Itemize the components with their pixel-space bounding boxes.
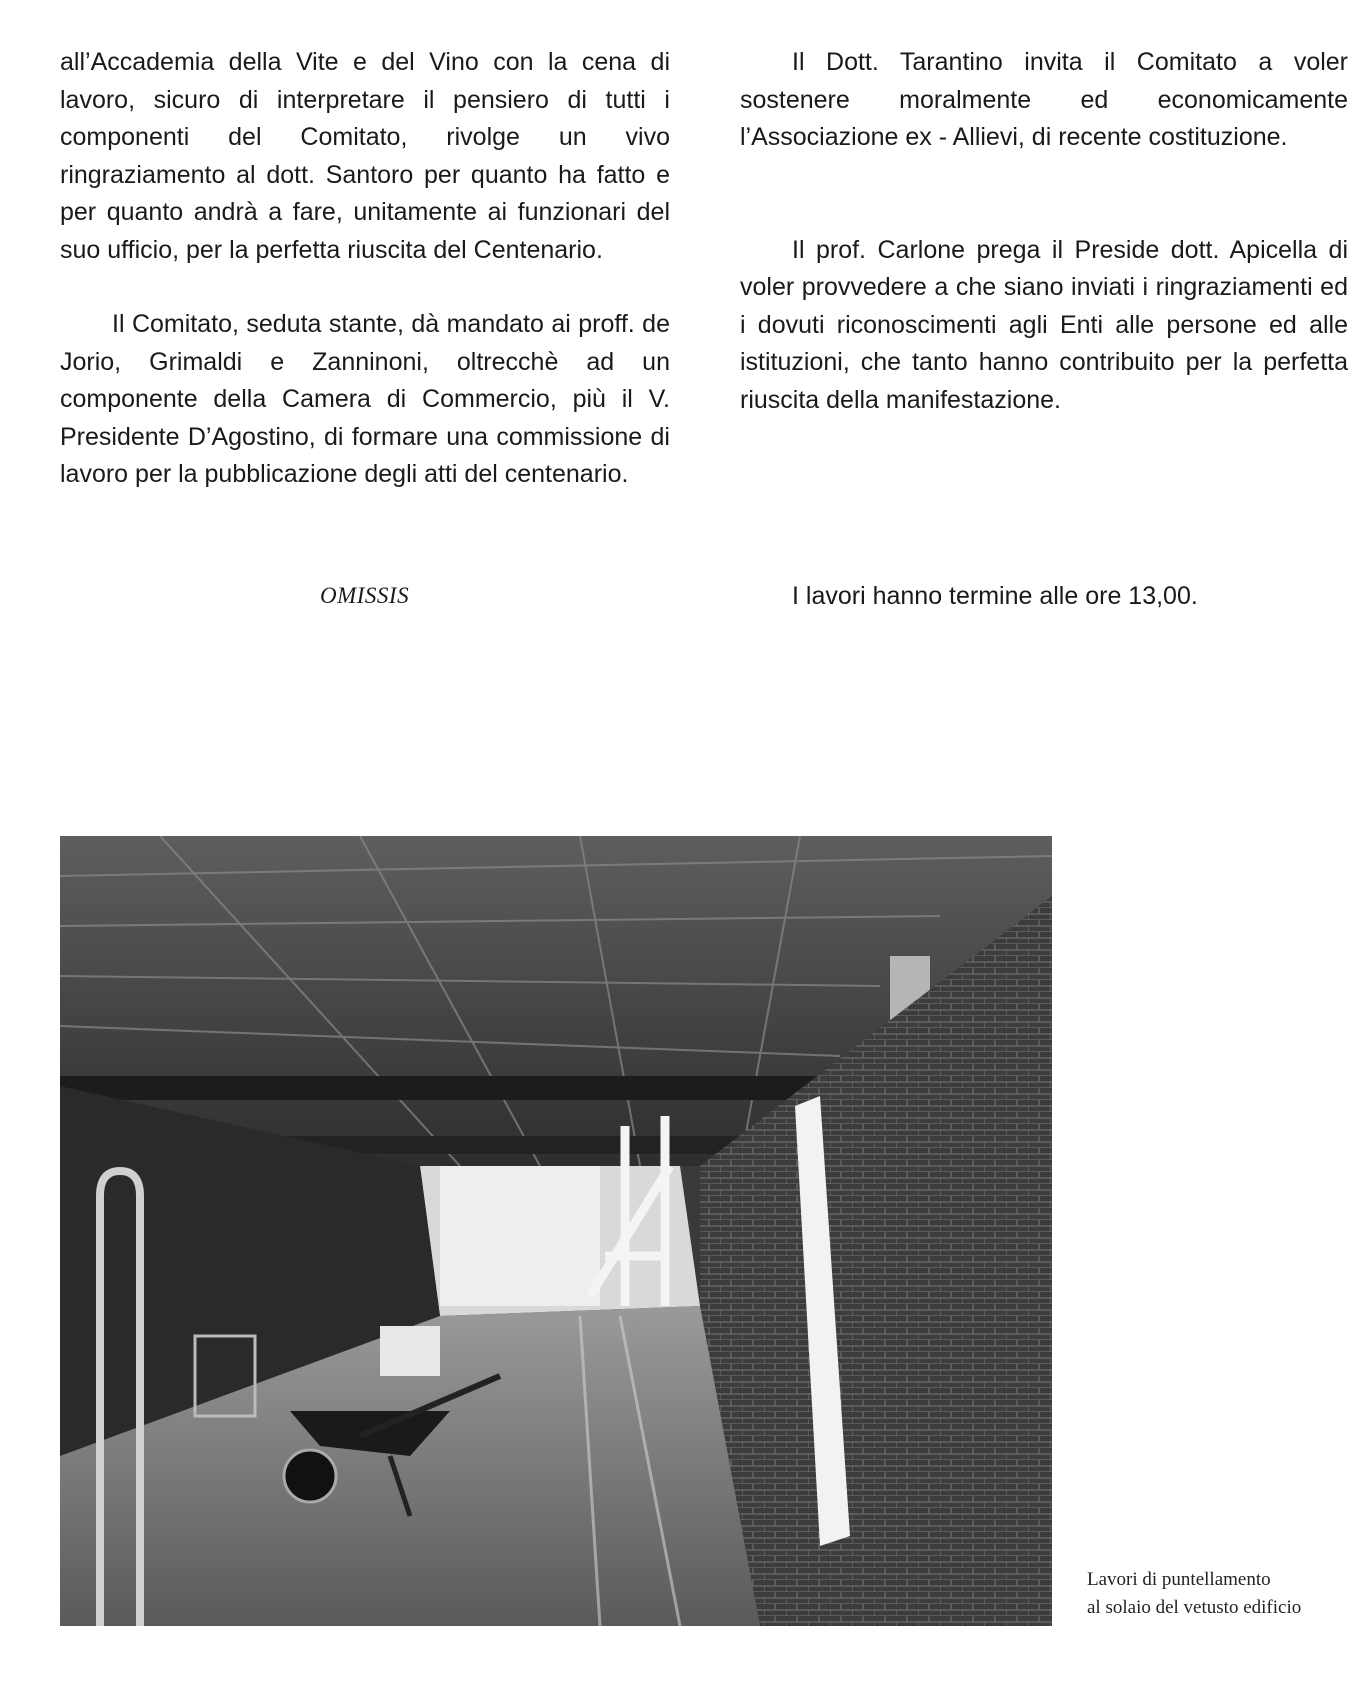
attic-photo [60,836,1052,1626]
closing-line: I lavori hanno termine alle ore 13,00. [792,582,1198,610]
paragraph-tarantino: Il Dott. Tarantino invita il Comitato a voler sostenere moralmente ed economicamente l’Associazione ex - Allievi, di recente costituzione. [740,48,1348,151]
photograph-attic-renovation-icon [60,836,1052,1626]
left-text-column [60,44,670,494]
caption-line-2: al solaio del vetusto edificio [1087,1597,1302,1618]
omissis-marker: OMISSIS [320,583,410,608]
paragraph-comitato-mandato: Il Comitato, seduta stante, dà mandato ai proff. de Jorio, Grimaldi e Zanninoni, oltrecchè ad un componente della Camera di Commercio, più il V. Presidente D’Agostino, di formare una commissione di lavoro per la pubblicazione degli atti del centenario. [60,310,670,488]
right-text-column [740,44,1348,419]
caption-line-1: Lavori di puntellamento [1087,1569,1271,1590]
paragraph-accademia: all’Accademia della Vite e del Vino con la cena di lavoro, sicuro di interpretare il pensiero di tutti i componenti del Comitato, rivolge un vivo ringraziamento al dott. Santoro per quanto ha fatto e per quanto andrà a fare, unitamente ai funzionari del suo ufficio, per la perfetta riuscita del Centenario. [60,48,670,264]
paragraph-carlone: Il prof. Carlone prega il Preside dott. Apicella di voler provvedere a che siano inviati i ringraziamenti ed i dovuti riconoscimenti agli Enti alle persone ed alle istituzioni, che tanto hanno contribuito per la perfetta riuscita della manifestazione. [740,235,1348,414]
photo-caption [1087,1566,1301,1622]
